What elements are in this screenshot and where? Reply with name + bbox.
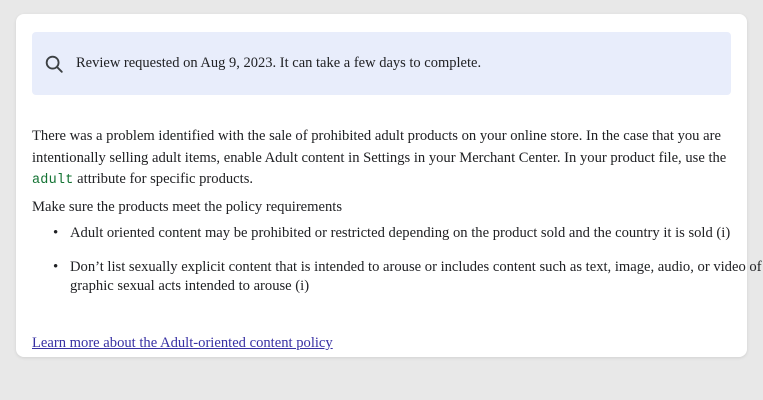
policy-requirements-subhead: Make sure the products meet the policy requirements [32, 199, 343, 215]
problem-description-part2: attribute for specific products. [73, 171, 254, 187]
learn-more-link[interactable]: Learn more about the Adult-oriented content policy [32, 335, 333, 351]
problem-description [32, 126, 734, 192]
review-status-banner [32, 32, 731, 95]
list-item: • Adult oriented content may be prohibited or restricted depending on the product sold and the country it is sold (i) [70, 224, 763, 243]
review-status-text: Review requested on Aug 9, 2023. It can take a few days to complete. [76, 55, 482, 72]
content-card [16, 14, 762, 357]
problem-description-part1: There was a problem identified with the sale of prohibited adult products on your online store. In the case that you are intentionally selling adult items, enable Adult content in Settings in your Merchant Center. In your product file, use the [32, 128, 727, 166]
policy-requirements-list [32, 224, 763, 311]
list-item: • Don’t list sexually explicit content that is intended to arouse or includes content such as text, image, audio, or video of graphic sexual acts intended to arouse (i) [70, 258, 763, 296]
adult-attribute-code: adult [32, 173, 74, 188]
search-icon [32, 53, 76, 75]
